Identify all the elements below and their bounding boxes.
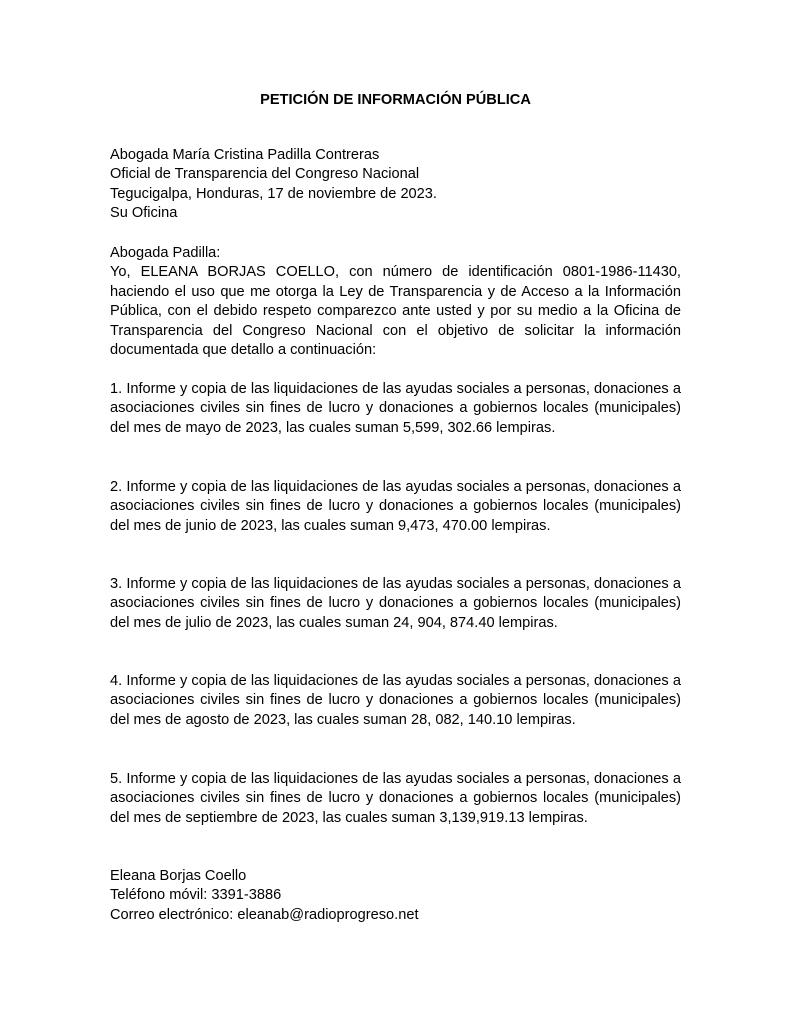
request-item-2: 2. Informe y copia de las liquidaciones de las ayudas sociales a personas, donaciones a asociaciones civiles sin fines de lucro y donaciones a gobiernos locales (municipales) del mes de junio de 2023, las cuales suman 9,473, 470.00 lempiras. — [110, 479, 681, 534]
request-item-1: 1. Informe y copia de las liquidaciones de las ayudas sociales a personas, donaciones a asociaciones civiles sin fines de lucro y donaciones a gobiernos locales (municipales) del mes de mayo de 2023, las cuales suman 5,599, 302.66 lempiras. — [110, 381, 681, 436]
salutation: Abogada Padilla: — [110, 245, 221, 261]
intro-paragraph: Yo, ELEANA BORJAS COELLO, con número de identificación 0801-1986-11430, haciendo el uso que me otorga la Ley de Transparencia y de Acceso a la Información Pública, con el debido respeto comparezco ante usted y por su medio a la Oficina de Transparencia del Congreso Nacional con el objetivo de solicitar la información documentada que detallo a continuación: — [110, 264, 681, 359]
request-item-4: 4. Informe y copia de las liquidaciones de las ayudas sociales a personas, donaciones a asociaciones civiles sin fines de lucro y donaciones a gobiernos locales (municipales) del mes de agosto de 2023, las cuales suman 28, 082, 140.10 lempiras. — [110, 673, 681, 728]
addressee-name: Abogada María Cristina Padilla Contreras — [110, 147, 380, 163]
addressee-office: Su Oficina — [110, 205, 178, 222]
document-title: PETICIÓN DE INFORMACIÓN PÚBLICA — [260, 92, 531, 108]
signer-name: Eleana Borjas Coello — [110, 868, 247, 884]
signer-email: Correo electrónico: eleanab@radioprogreso.net — [110, 906, 419, 923]
salutation-block — [110, 244, 681, 360]
signature-block — [110, 867, 681, 925]
addressee-block — [110, 146, 681, 224]
signer-phone: Teléfono móvil: 3391-3886 — [110, 887, 282, 904]
place-date: Tegucigalpa, Honduras, 17 de noviembre de 2023. — [110, 185, 437, 202]
request-item-5: 5. Informe y copia de las liquidaciones de las ayudas sociales a personas, donaciones a asociaciones civiles sin fines de lucro y donaciones a gobiernos locales (municipales) del mes de septiembre de 2023, las cuales suman 3,139,919.13 lempiras. — [110, 771, 681, 826]
request-item-3: 3. Informe y copia de las liquidaciones de las ayudas sociales a personas, donaciones a asociaciones civiles sin fines de lucro y donaciones a gobiernos locales (municipales) del mes de julio de 2023, las cuales suman 24, 904, 874.40 lempiras. — [110, 576, 681, 631]
addressee-position: Oficial de Transparencia del Congreso Nacional — [110, 166, 420, 183]
